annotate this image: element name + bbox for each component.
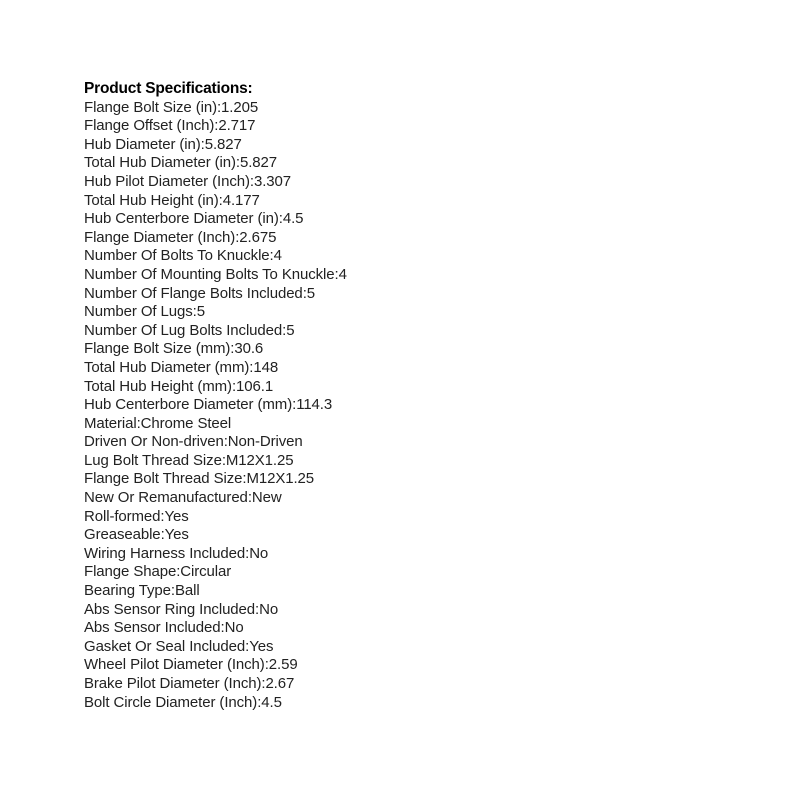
spec-line	[84, 192, 347, 211]
spec-separator: :	[221, 451, 226, 469]
spec-label: Wheel Pilot Diameter (Inch)	[84, 656, 265, 674]
spec-value: 1.205	[221, 98, 259, 116]
spec-value: 30.6	[234, 340, 264, 358]
spec-line	[84, 452, 347, 471]
spec-line	[84, 694, 347, 713]
spec-value: 106.1	[236, 377, 274, 395]
spec-line	[84, 247, 347, 266]
spec-label: Flange Offset (Inch)	[84, 117, 215, 135]
spec-separator: :	[136, 414, 141, 432]
spec-separator: :	[214, 117, 219, 135]
spec-label: Flange Diameter (Inch)	[84, 228, 236, 246]
spec-label: Brake Pilot Diameter (Inch)	[84, 675, 262, 692]
spec-label: Roll-formed	[84, 507, 161, 525]
spec-label: Number Of Lug Bolts Included	[84, 321, 283, 339]
spec-label: Wiring Harness Included	[84, 544, 246, 562]
spec-label: New Or Remanufactured	[84, 489, 248, 507]
spec-label: Flange Bolt Size (mm)	[84, 340, 231, 358]
spec-list	[84, 99, 347, 713]
spec-label: Number Of Flange Bolts Included	[84, 284, 303, 302]
spec-line	[84, 582, 347, 601]
spec-line	[84, 415, 347, 434]
spec-line	[84, 266, 347, 285]
spec-separator: :	[261, 675, 266, 692]
spec-label: Material	[84, 414, 137, 432]
spec-label: Number Of Mounting Bolts To Knuckle	[84, 265, 335, 283]
spec-line	[84, 154, 347, 173]
spec-separator: :	[249, 172, 254, 190]
spec-label: Flange Shape	[84, 563, 177, 581]
spec-value: No	[224, 619, 244, 637]
spec-value: No	[249, 544, 269, 562]
spec-value: No	[259, 600, 279, 618]
spec-separator: :	[160, 526, 165, 544]
spec-value: 5	[196, 303, 205, 321]
spec-value: 2.717	[218, 117, 256, 135]
spec-value: Ball	[175, 582, 200, 600]
spec-line	[84, 378, 347, 397]
spec-label: Number Of Lugs	[84, 303, 193, 321]
spec-value: 5.827	[240, 154, 278, 172]
spec-line	[84, 601, 347, 620]
spec-label: Total Hub Diameter (mm)	[84, 358, 250, 376]
spec-label: Abs Sensor Included	[84, 619, 221, 637]
spec-value: 5	[286, 321, 295, 339]
spec-label: Abs Sensor Ring Included	[84, 600, 256, 618]
spec-separator: :	[278, 210, 283, 228]
spec-value: 3.307	[253, 172, 292, 190]
spec-value: 2.675	[239, 228, 277, 246]
spec-label: Driven Or Non-driven	[84, 433, 224, 451]
spec-value: 148	[253, 358, 279, 376]
spec-separator: :	[334, 265, 339, 283]
spec-separator: :	[292, 396, 297, 414]
spec-value: New	[251, 489, 282, 507]
spec-separator: :	[242, 470, 247, 488]
spec-line	[84, 322, 347, 341]
spec-separator: :	[216, 98, 222, 116]
spec-value: Yes	[249, 637, 274, 655]
spec-line	[84, 526, 347, 545]
spec-block	[84, 80, 347, 712]
spec-separator: :	[247, 489, 252, 507]
spec-value: 4.5	[261, 693, 282, 711]
spec-separator: :	[264, 656, 269, 674]
spec-line	[84, 638, 347, 657]
spec-separator: :	[282, 321, 287, 339]
spec-value: Yes	[164, 507, 189, 525]
spec-value: 4	[338, 265, 347, 283]
spec-value: 2.67	[265, 675, 295, 692]
spec-value: M12X1.25	[225, 451, 294, 469]
spec-line	[84, 285, 347, 304]
spec-value: Chrome Steel	[140, 414, 232, 432]
spec-separator: :	[235, 154, 240, 172]
spec-value: Circular	[180, 563, 232, 581]
spec-line	[84, 136, 347, 155]
spec-label: Hub Centerbore Diameter (mm)	[84, 396, 293, 414]
spec-separator: :	[192, 303, 197, 321]
spec-label: Bolt Circle Diameter (Inch)	[84, 693, 258, 711]
spec-separator: :	[231, 377, 237, 395]
spec-label: Gasket Or Seal Included	[84, 637, 246, 655]
spec-value: M12X1.25	[246, 470, 315, 488]
spec-value: 4	[273, 247, 282, 265]
spec-label: Total Hub Diameter (in)	[84, 154, 236, 172]
spec-value: 2.59	[268, 656, 298, 674]
spec-line	[84, 117, 347, 136]
spec-line	[84, 99, 347, 118]
spec-value: Yes	[164, 526, 189, 544]
spec-line	[84, 303, 347, 322]
spec-separator: :	[269, 247, 274, 265]
spec-separator: :	[230, 340, 235, 358]
spec-line	[84, 470, 347, 489]
spec-separator: :	[245, 544, 250, 562]
spec-label: Hub Diameter (in)	[84, 135, 201, 153]
spec-label: Number Of Bolts To Knuckle	[84, 247, 270, 265]
spec-separator: :	[235, 228, 240, 246]
spec-value: 4.177	[222, 191, 260, 209]
spec-separator: :	[245, 637, 250, 655]
spec-line	[84, 433, 347, 452]
spec-label: Flange Bolt Size (in)	[84, 98, 217, 116]
spec-value: 4.5	[282, 210, 304, 228]
spec-line	[84, 229, 347, 248]
spec-separator: :	[218, 191, 223, 209]
spec-separator: :	[249, 358, 254, 376]
spec-line	[84, 508, 347, 527]
spec-label: Total Hub Height (in)	[84, 191, 219, 209]
spec-label: Lug Bolt Thread Size	[84, 451, 222, 469]
spec-line	[84, 656, 347, 675]
spec-line	[84, 619, 347, 638]
spec-label: Flange Bolt Thread Size	[84, 470, 243, 488]
spec-value: 5	[306, 284, 316, 302]
spec-separator: :	[220, 619, 225, 637]
spec-label: Total Hub Height (mm)	[84, 377, 232, 395]
spec-label: Greaseable	[84, 526, 161, 544]
spec-line	[84, 340, 347, 359]
spec-label: Bearing Type	[84, 582, 171, 600]
spec-separator: :	[176, 563, 181, 581]
spec-line	[84, 563, 347, 582]
spec-line	[84, 173, 347, 192]
spec-line	[84, 545, 347, 564]
spec-separator: :	[302, 284, 307, 302]
spec-separator: :	[257, 693, 262, 711]
spec-value: Non-Driven	[227, 433, 303, 451]
spec-title: Product Specifications:	[84, 80, 253, 97]
spec-line	[84, 675, 347, 694]
spec-separator: :	[160, 507, 165, 525]
spec-separator: :	[223, 433, 228, 451]
spec-line	[84, 396, 347, 415]
spec-line	[84, 210, 347, 229]
spec-label: Hub Centerbore Diameter (in)	[84, 210, 279, 228]
spec-value: 114.3	[296, 396, 333, 414]
spec-value: 5.827	[204, 135, 242, 153]
spec-separator: :	[255, 600, 260, 618]
spec-separator: :	[170, 582, 175, 600]
spec-separator: :	[200, 135, 205, 153]
spec-line	[84, 359, 347, 378]
spec-line	[84, 489, 347, 508]
spec-label: Hub Pilot Diameter (Inch)	[84, 172, 250, 190]
